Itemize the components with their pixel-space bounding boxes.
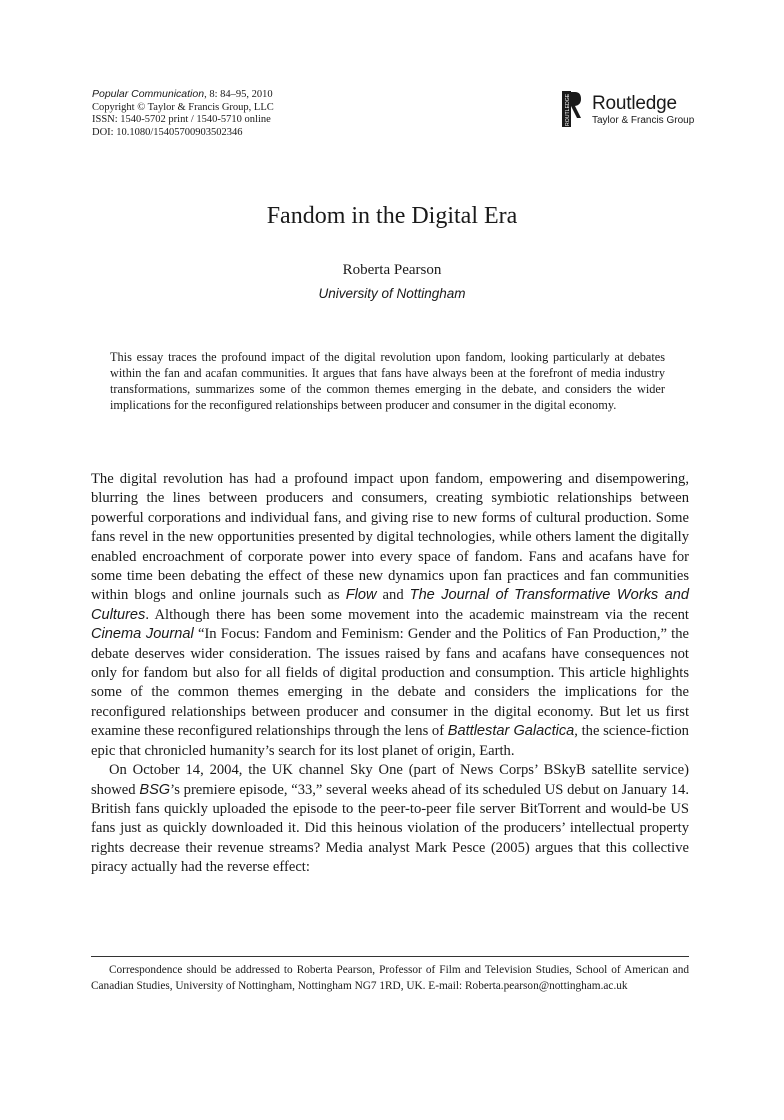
publisher-logo: [562, 91, 702, 135]
text-run: On October 14, 2004, the UK channel Sky One (part of News Corps’ BSkyB satellite service) showed: [91, 762, 689, 798]
correspondence-footnote: Correspondence should be addressed to Roberta Pearson, Professor of Film and Television Studies, School of American and Canadian Studies, University of Nottingham, Nottingham NG7 1RD, UK. E-mail: Roberta.pearson@nottingham.ac.uk: [91, 964, 689, 992]
journal-title-flow: Flow: [345, 587, 377, 604]
journal-title-jtwc: The Journal of Transformative Works and Cultures: [91, 587, 689, 623]
text-run: and: [376, 587, 410, 604]
text-run: . Although there has been some movement into the academic mainstream via the recent: [145, 606, 689, 623]
body-paragraph: [91, 761, 689, 877]
journal-citation-block: [92, 88, 274, 139]
publisher-group: Taylor & Francis Group: [592, 115, 695, 126]
author-name: Roberta Pearson: [342, 262, 442, 278]
copyright-line: Copyright © Taylor & Francis Group, LLC: [92, 101, 274, 113]
journal-citation: [92, 88, 274, 102]
show-title-bsg: BSG: [139, 781, 171, 798]
show-title-battlestar: Battlestar Galactica: [447, 723, 575, 740]
text-run: “In Focus: Fandom and Feminism: Gender and the Politics of Fan Production,” the debate deserves wider consideration. The issues raised by fans and acafans have consequences not only for fandom but also for all fields of digital production and consumption. This article highlights some of the common themes emerging in the debate and considers the implications for the reconfigured relationships between producer and consumer in the digital economy. But let us first examine these reconfigured relationships through the lens of: [91, 626, 689, 740]
routledge-logo-icon: [562, 91, 582, 127]
doi-line: DOI: 10.1080/15405700903502346: [92, 126, 243, 138]
publisher-name: Routledge: [592, 93, 677, 114]
article-title: Fandom in the Digital Era: [266, 203, 518, 229]
body-paragraph: [91, 470, 689, 761]
issn-line: ISSN: 1540-5702 print / 1540-5710 online: [92, 114, 271, 126]
author-affiliation: University of Nottingham: [318, 286, 466, 301]
text-run: ’s premiere episode, “33,” several weeks ahead of its scheduled US debut on January 14. British fans quickly uploaded the episode to the peer-to-peer file server BitTorrent and would-be US fans just as quickly downloaded it. Did this heinous violation of the producers’ intellectual property rights decrease their revenue streams? Media analyst Mark Pesce (2005) argues that this collective piracy actually had the reverse effect:: [91, 781, 689, 876]
text-run: The digital revolution has had a profound impact upon fandom, empowering and disempowering, blurring the lines between producers and consumers, creating symbiotic relationships between powerful corporations and individual fans, and giving rise to new forms of cultural production. Some fans revel in the new opportunities presented by digital technologies, while others lament the digitally enabled encroachment of corporate power into every space of fandom. Fans and acafans have for some time been debating the effect of these new dynamics upon fan practices and fan communities within blogs and online journals such as: [91, 471, 689, 604]
abstract: This essay traces the profound impact of the digital revolution upon fandom, looking particularly at debates within the fan and acafan communities. It argues that fans have always been at the forefront of media industry transformations, summarizes some of the common themes emerging in the debate, and considers the wider implications for the reconfigured relationships between producer and consumer in the digital economy.: [110, 350, 665, 413]
citation-details: , 8: 84–95, 2010: [204, 89, 273, 100]
footnote-divider: [91, 956, 689, 957]
logo-spine-text: ROUTLEDGE: [565, 93, 572, 126]
text-run: , the science-fiction epic that chronicled humanity’s search for its lost planet of origin, Earth.: [91, 723, 689, 759]
journal-title-cinema-journal: Cinema Journal: [91, 626, 194, 643]
article-body: [91, 470, 689, 878]
journal-name: Popular Communication: [92, 88, 205, 100]
